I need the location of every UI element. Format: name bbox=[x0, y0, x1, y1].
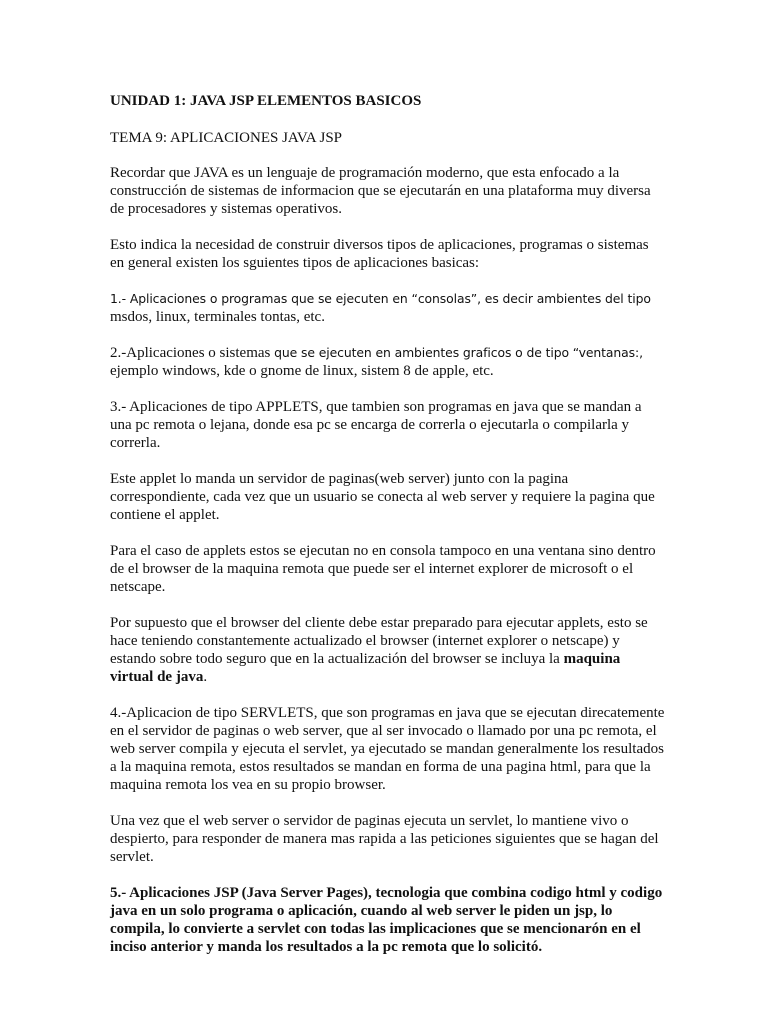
list-item-1 bbox=[110, 290, 666, 326]
list-item-2-rest: ejemplo windows, kde o gnome de linux, sistem 8 de apple, etc. bbox=[110, 363, 494, 379]
intro-paragraph-1: Recordar que JAVA es un lenguaje de programación moderno, que esta enfocado a la construcción de sistemas de informacion que se ejecutarán en una plataforma muy diversa de procesadores y sistemas operativos. bbox=[110, 165, 651, 217]
list-item-4: 4.-Aplicacion de tipo SERVLETS, que son programas en java que se ejecutan direcatemente en el servidor de paginas o web server, que al ser invocado o llamado por una pc remota, el web server compila y ejecuta el servlet, ya ejecutado se mandan generalmente los resultados a la maquina remota, estos resultados se mandan en forma de una pagina html, para que la maquina remota los vea en su propio browser. bbox=[110, 705, 665, 793]
list-item-2 bbox=[110, 344, 666, 380]
servlet-paragraph: Una vez que el web server o servidor de paginas ejecuta un servlet, lo mantiene vivo o despierto, para responder de manera mas rapida a las peticiones siguientes que se hagan del servlet. bbox=[110, 813, 659, 865]
list-item-2-lead: que se ejecuten en ambientes graficos o de tipo “ventanas:, bbox=[274, 345, 643, 360]
list-item-3: 3.- Aplicaciones de tipo APPLETS, que tambien son programas en java que se mandan a una pc remota o lejana, donde esa pc se encarga de correrla o ejecutarla o compilarla y correrla. bbox=[110, 399, 642, 451]
document-title: UNIDAD 1: JAVA JSP ELEMENTOS BASICOS bbox=[110, 93, 422, 109]
applet-paragraph-3-end: . bbox=[203, 669, 208, 685]
list-item-1-rest: msdos, linux, terminales tontas, etc. bbox=[110, 309, 325, 325]
intro-paragraph-2: Esto indica la necesidad de construir diversos tipos de aplicaciones, programas o sistemas en general existen los sguientes tipos de aplicaciones basicas: bbox=[110, 237, 649, 271]
applet-paragraph-1: Este applet lo manda un servidor de paginas(web server) junto con la pagina correspondiente, cada vez que un usuario se conecta al web server y requiere la pagina que contiene el applet. bbox=[110, 471, 655, 523]
applet-paragraph-3 bbox=[110, 614, 666, 686]
list-item-1-lead: 1.- Aplicaciones o programas que se ejecuten en “consolas”, es decir ambientes del tipo bbox=[110, 291, 651, 306]
document-page bbox=[110, 92, 666, 956]
applet-paragraph-3-bold: maquina virtual de java bbox=[110, 651, 621, 685]
list-item-5: 5.- Aplicaciones JSP (Java Server Pages), tecnologia que combina codigo html y codigo java en un solo programa o aplicación, cuando al web server le piden un jsp, lo compila, lo convierte a servlet con todas las implicaciones que se mencionarón en el inciso anterior y manda los resultados a la pc remota que lo solicitó. bbox=[110, 885, 663, 955]
list-item-2-prefix: 2.-Aplicaciones o sistemas bbox=[110, 345, 275, 361]
document-subtitle: TEMA 9: APLICACIONES JAVA JSP bbox=[110, 130, 343, 146]
applet-paragraph-2: Para el caso de applets estos se ejecutan no en consola tampoco en una ventana sino dentro de el browser de la maquina remota que puede ser el internet explorer de microsoft o el netscape. bbox=[110, 543, 656, 595]
applet-paragraph-3-text: Por supuesto que el browser del cliente debe estar preparado para ejecutar applets, esto se hace teniendo constantemente actualizado el browser (internet explorer o netscape) y estando sobre todo seguro que en la actualización del browser se incluya la bbox=[110, 615, 648, 667]
